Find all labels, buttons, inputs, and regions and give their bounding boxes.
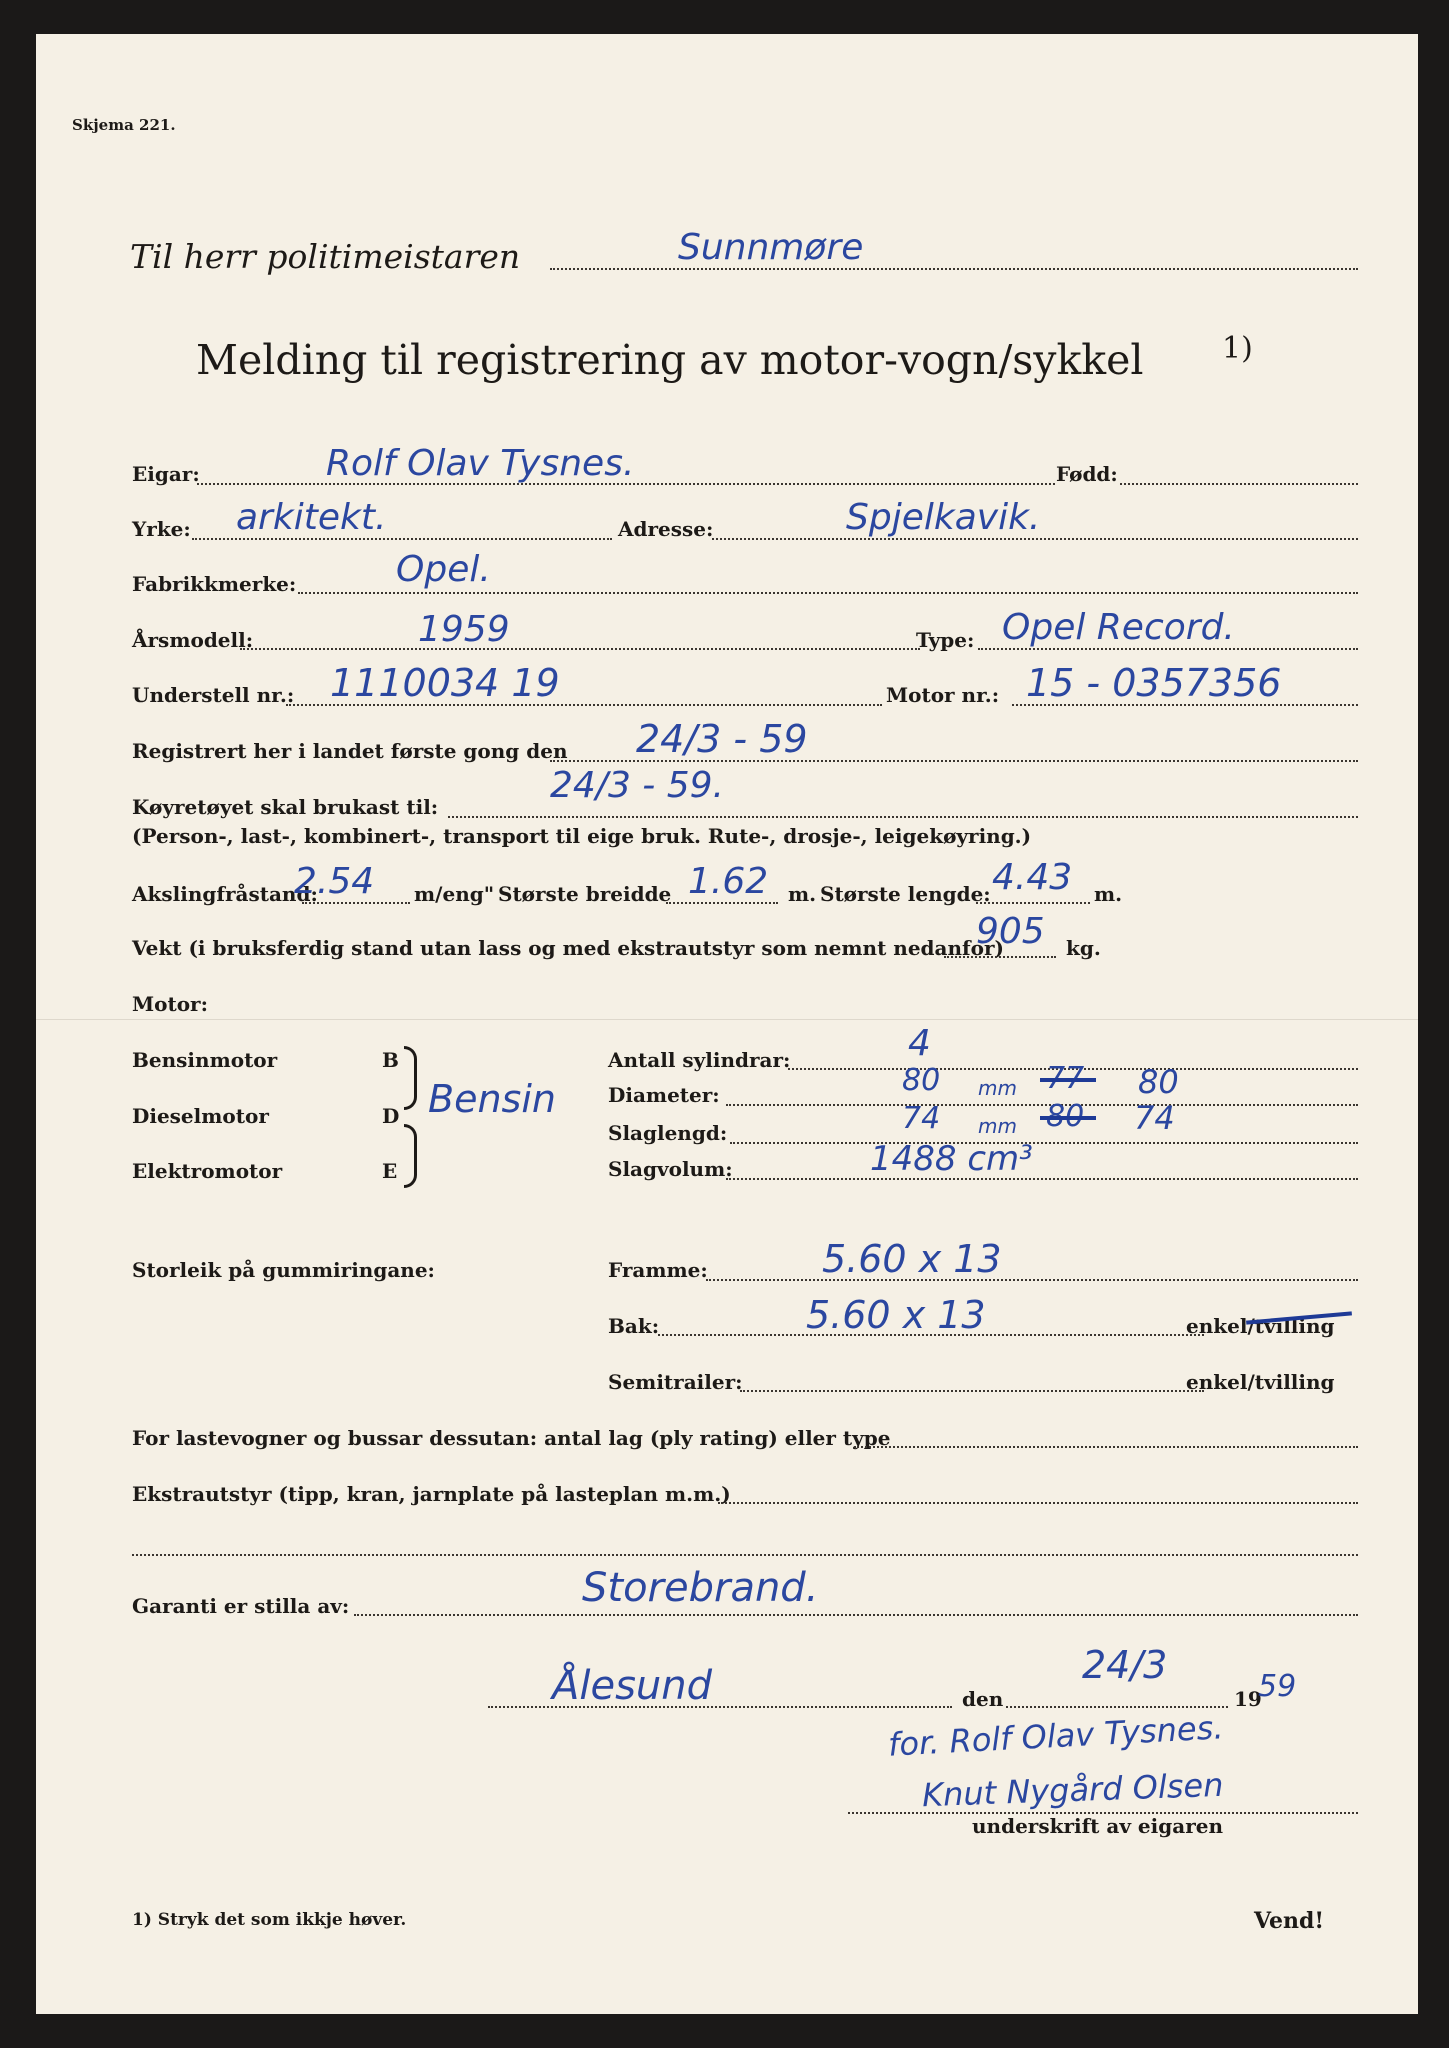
line-ekstrautstyr-2 [132, 1554, 1358, 1556]
brukast-note: (Person-, last-, kombinert-, transport til eige bruk. Rute-, drosje-, leigekøyring.) [132, 824, 1032, 848]
hw-diameter-struck-a: 80 [902, 1063, 941, 1098]
label-m-breidde: m. [788, 882, 817, 906]
brace-bottom [404, 1124, 417, 1188]
label-yrke: Yrke: [132, 517, 191, 541]
hw-registrert: 24/3 - 59 [636, 717, 808, 761]
hw-place: Ålesund [552, 1663, 713, 1709]
hw-politimeistar: Sunnmøre [678, 227, 864, 268]
label-framme: Framme: [608, 1258, 708, 1282]
hw-slaglengd-value: 74 [1134, 1099, 1175, 1137]
label-underskrift: underskrift av eigaren [972, 1814, 1223, 1838]
enkel-tvilling-semi: enkel/tvilling [1186, 1370, 1335, 1394]
hw-type: Opel Record. [1002, 607, 1235, 648]
strike-diameter [1040, 1078, 1096, 1082]
line-yrke [192, 538, 612, 540]
hw-eigar: Rolf Olav Tysnes. [326, 443, 635, 484]
line-garanti [354, 1614, 1358, 1616]
hw-bak: 5.60 x 13 [806, 1293, 986, 1337]
year-prefix: 19 [1234, 1687, 1262, 1711]
hw-fabrikkmerke: Opel. [396, 549, 491, 590]
hw-sylindrar: 4 [908, 1023, 931, 1064]
hw-slaglengd-struck-a: 74 [902, 1101, 941, 1136]
salutation: Til herr politimeistaren [130, 237, 521, 276]
hw-brukast: 24/3 - 59. [550, 765, 724, 806]
label-m-eng: m/eng" [414, 882, 495, 906]
label-antall-sylindrar: Antall sylindrar: [608, 1048, 791, 1072]
title-footnote-mark: 1) [1222, 331, 1253, 366]
label-motor-nr: Motor nr.: [886, 683, 1000, 707]
label-fabrikkmerke: Fabrikkmerke: [132, 572, 297, 596]
hw-motor-nr: 15 - 0357356 [1026, 661, 1282, 705]
line-adresse [712, 538, 1358, 540]
line-semitrailer [740, 1390, 1204, 1392]
salutation-line [550, 268, 1358, 270]
brace-top [404, 1046, 417, 1110]
line-date [1006, 1706, 1228, 1708]
label-elektromotor: Elektromotor [132, 1159, 283, 1183]
label-ekstrautstyr: Ekstrautstyr (tipp, kran, jarnplate på lasteplan m.m.) [132, 1482, 731, 1506]
line-akslingfrastand [302, 902, 410, 904]
label-adresse: Adresse: [618, 517, 714, 541]
line-lastevogner [854, 1446, 1358, 1448]
hw-akslingfrastand: 2.54 [294, 861, 375, 902]
strike-slaglengd [1040, 1116, 1096, 1120]
hw-adresse: Spjelkavik. [846, 497, 1041, 538]
hw-vekt: 905 [976, 911, 1045, 952]
line-ekstrautstyr [718, 1502, 1358, 1504]
form-number: Skjema 221. [72, 116, 176, 134]
line-fabrikkmerke [298, 592, 1358, 594]
line-slagvolum [726, 1178, 1358, 1180]
hw-motor-type: Bensin [428, 1077, 556, 1121]
hw-diameter-value: 80 [1138, 1063, 1179, 1101]
hw-slaglengd-mm: mm [978, 1114, 1017, 1138]
hw-garanti: Storebrand. [582, 1565, 819, 1611]
label-diameter: Diameter: [608, 1083, 720, 1107]
hw-signature-line2: Knut Nygård Olsen [921, 1765, 1224, 1815]
label-garanti: Garanti er stilla av: [132, 1594, 350, 1618]
label-lastevogner: For lastevogner og bussar dessutan: antal lag (ply rating) eller type [132, 1426, 891, 1450]
hw-diameter-mm: mm [978, 1076, 1017, 1100]
registration-form [36, 34, 1418, 2014]
label-semitrailer: Semitrailer: [608, 1370, 743, 1394]
line-vekt [944, 956, 1056, 958]
code-d: D [382, 1104, 400, 1128]
line-slaglengd [730, 1142, 1358, 1144]
label-kg: kg. [1066, 936, 1101, 960]
label-understell: Understell nr.: [132, 683, 295, 707]
label-motor: Motor: [132, 992, 208, 1016]
line-lengde [976, 902, 1090, 904]
hw-slaglengd-struck-b: 80 [1046, 1099, 1085, 1134]
label-den: den [962, 1687, 1004, 1711]
hw-breidde: 1.62 [688, 861, 769, 902]
hw-diameter-struck-b: 77 [1046, 1061, 1085, 1096]
code-e: E [382, 1159, 398, 1183]
hw-slagvolum: 1488 cm³ [870, 1139, 1033, 1179]
turn-over: Vend! [1254, 1908, 1325, 1934]
line-brukast [448, 816, 1358, 818]
code-b: B [382, 1048, 399, 1072]
enkel-tvilling-bak: enkel/tvilling [1186, 1314, 1335, 1338]
line-arsmodell [240, 648, 920, 650]
label-bensinmotor: Bensinmotor [132, 1048, 278, 1072]
hw-arsmodell: 1959 [418, 609, 510, 650]
hw-year-suffix: 59 [1258, 1669, 1297, 1704]
line-framme [706, 1279, 1358, 1281]
label-m-lengde: m. [1094, 882, 1123, 906]
label-vekt: Vekt (i bruksferdig stand utan lass og med ekstrautstyr som nemnt nedanfor) [132, 936, 1004, 960]
hw-date: 24/3 [1082, 1643, 1168, 1687]
label-fodd: Fødd: [1056, 462, 1118, 486]
label-eigar: Eigar: [132, 462, 200, 486]
label-bak: Bak: [608, 1314, 660, 1338]
fold-line [36, 1019, 1418, 1020]
line-type [978, 648, 1358, 650]
label-registrert: Registrert her i landet første gong den [132, 739, 568, 763]
hw-framme: 5.60 x 13 [822, 1237, 1002, 1281]
hw-understell: 1110034 19 [330, 661, 560, 705]
line-fodd [1120, 483, 1358, 485]
hw-lengde: 4.43 [992, 857, 1073, 898]
footnote: 1) Stryk det som ikkje høver. [132, 1910, 407, 1930]
label-arsmodell: Årsmodell: [132, 628, 254, 652]
line-diameter [726, 1104, 1358, 1106]
label-storste-lengde: Største lengde: [820, 882, 991, 906]
line-breidde [666, 902, 778, 904]
hw-yrke: arkitekt. [236, 497, 387, 538]
label-slaglengd: Slaglengd: [608, 1121, 728, 1145]
label-storste-breidde: Største breidde [498, 882, 672, 906]
label-brukast: Køyretøyet skal brukast til: [132, 795, 439, 819]
label-akslingfrastand: Akslingfråstand: [132, 882, 318, 906]
hw-signature-line1: for. Rolf Olav Tysnes. [887, 1708, 1225, 1764]
label-slagvolum: Slagvolum: [608, 1157, 733, 1181]
form-title: Melding til registrering av motor-vogn/sykkel [196, 336, 1144, 384]
label-dieselmotor: Dieselmotor [132, 1104, 269, 1128]
label-storleik: Storleik på gummiringane: [132, 1258, 435, 1282]
label-type: Type: [916, 628, 975, 652]
